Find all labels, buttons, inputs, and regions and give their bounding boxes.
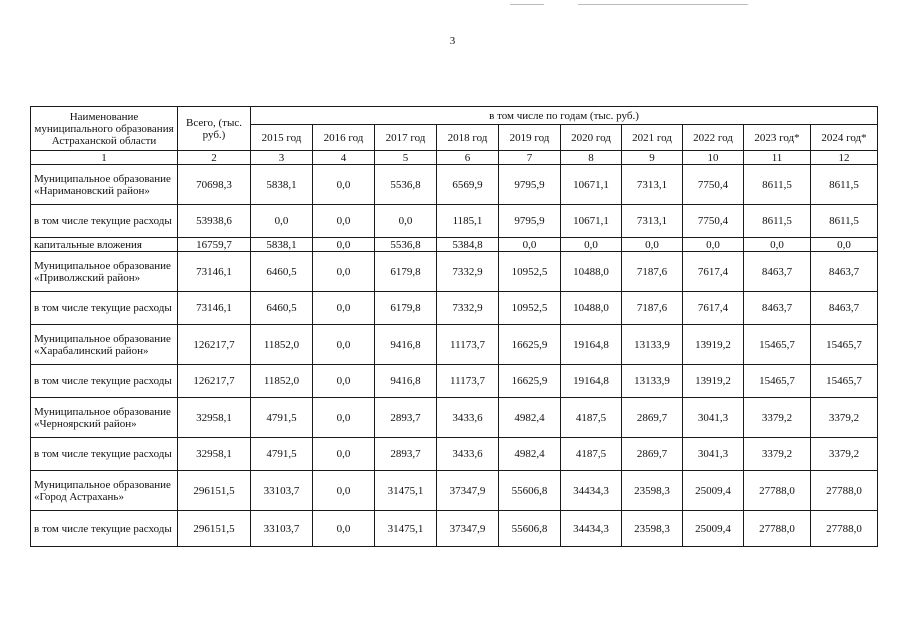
value-cell: 0,0	[313, 292, 375, 325]
value-cell: 16625,9	[499, 365, 561, 398]
value-cell: 13133,9	[622, 365, 683, 398]
column-header-year: 2018 год	[437, 125, 499, 151]
column-header-year: 2021 год	[622, 125, 683, 151]
column-index-cell: 11	[744, 151, 811, 165]
value-cell: 6569,9	[437, 165, 499, 205]
value-cell: 11173,7	[437, 365, 499, 398]
table-row	[31, 511, 878, 547]
row-name-cell: Муниципальное образование «Приволжский район»	[31, 252, 178, 292]
value-cell: 3379,2	[744, 438, 811, 471]
column-index-cell: 4	[313, 151, 375, 165]
value-cell: 0,0	[313, 238, 375, 252]
row-name-cell: в том числе текущие расходы	[31, 511, 178, 547]
value-cell: 4982,4	[499, 438, 561, 471]
value-cell: 31475,1	[375, 471, 437, 511]
value-cell: 2869,7	[622, 438, 683, 471]
value-cell: 0,0	[561, 238, 622, 252]
value-cell: 19164,8	[561, 325, 622, 365]
value-cell: 10488,0	[561, 292, 622, 325]
row-name-cell: Муниципальное образование «Наримановский район»	[31, 165, 178, 205]
value-cell: 8463,7	[811, 252, 878, 292]
value-cell: 11173,7	[437, 325, 499, 365]
value-cell: 15465,7	[811, 325, 878, 365]
row-name-cell: в том числе текущие расходы	[31, 292, 178, 325]
value-cell: 33103,7	[251, 511, 313, 547]
value-cell: 2893,7	[375, 438, 437, 471]
value-cell: 33103,7	[251, 471, 313, 511]
value-cell: 27788,0	[811, 511, 878, 547]
value-cell: 13919,2	[683, 325, 744, 365]
value-cell: 0,0	[313, 252, 375, 292]
table-row	[31, 365, 878, 398]
value-cell: 10952,5	[499, 252, 561, 292]
row-name-cell: в том числе текущие расходы	[31, 365, 178, 398]
table-row	[31, 438, 878, 471]
column-header-year: 2015 год	[251, 125, 313, 151]
column-header-year: 2023 год*	[744, 125, 811, 151]
table-row	[31, 471, 878, 511]
column-header-year: 2022 год	[683, 125, 744, 151]
value-cell: 11852,0	[251, 365, 313, 398]
value-cell: 0,0	[313, 398, 375, 438]
value-cell: 4791,5	[251, 438, 313, 471]
value-cell: 7313,1	[622, 165, 683, 205]
header-rule-right	[578, 4, 748, 5]
value-cell: 5384,8	[437, 238, 499, 252]
value-cell: 0,0	[499, 238, 561, 252]
column-header-year: 2024 год*	[811, 125, 878, 151]
table-row	[31, 252, 878, 292]
value-cell: 3433,6	[437, 398, 499, 438]
value-cell: 53938,6	[178, 205, 251, 238]
table-row	[31, 292, 878, 325]
column-header-year: 2020 год	[561, 125, 622, 151]
column-header-year: 2019 год	[499, 125, 561, 151]
budget-table	[30, 106, 878, 547]
value-cell: 10952,5	[499, 292, 561, 325]
value-cell: 0,0	[375, 205, 437, 238]
value-cell: 34434,3	[561, 471, 622, 511]
value-cell: 8611,5	[811, 205, 878, 238]
value-cell: 0,0	[313, 205, 375, 238]
value-cell: 13919,2	[683, 365, 744, 398]
value-cell: 3433,6	[437, 438, 499, 471]
column-index-cell: 8	[561, 151, 622, 165]
value-cell: 15465,7	[744, 365, 811, 398]
value-cell: 37347,9	[437, 471, 499, 511]
value-cell: 32958,1	[178, 438, 251, 471]
value-cell: 9416,8	[375, 365, 437, 398]
value-cell: 5536,8	[375, 238, 437, 252]
value-cell: 0,0	[313, 471, 375, 511]
table-row	[31, 165, 878, 205]
column-index-cell: 7	[499, 151, 561, 165]
value-cell: 4791,5	[251, 398, 313, 438]
value-cell: 7332,9	[437, 252, 499, 292]
column-index-row	[31, 151, 878, 165]
value-cell: 6179,8	[375, 252, 437, 292]
value-cell: 8611,5	[744, 205, 811, 238]
value-cell: 73146,1	[178, 252, 251, 292]
value-cell: 10671,1	[561, 205, 622, 238]
column-group-years: в том числе по годам (тыс. руб.)	[251, 107, 878, 125]
row-name-cell: в том числе текущие расходы	[31, 205, 178, 238]
value-cell: 3041,3	[683, 398, 744, 438]
value-cell: 25009,4	[683, 471, 744, 511]
value-cell: 3379,2	[744, 398, 811, 438]
value-cell: 2869,7	[622, 398, 683, 438]
value-cell: 7187,6	[622, 252, 683, 292]
column-header-year: 2016 год	[313, 125, 375, 151]
value-cell: 16625,9	[499, 325, 561, 365]
value-cell: 7750,4	[683, 165, 744, 205]
value-cell: 0,0	[313, 438, 375, 471]
value-cell: 8463,7	[744, 292, 811, 325]
value-cell: 27788,0	[811, 471, 878, 511]
value-cell: 3379,2	[811, 438, 878, 471]
value-cell: 0,0	[313, 165, 375, 205]
value-cell: 32958,1	[178, 398, 251, 438]
value-cell: 19164,8	[561, 365, 622, 398]
value-cell: 8463,7	[744, 252, 811, 292]
value-cell: 70698,3	[178, 165, 251, 205]
value-cell: 0,0	[313, 511, 375, 547]
column-index-cell: 10	[683, 151, 744, 165]
value-cell: 7313,1	[622, 205, 683, 238]
value-cell: 0,0	[683, 238, 744, 252]
row-name-cell: Муниципальное образование «Харабалинский район»	[31, 325, 178, 365]
value-cell: 0,0	[811, 238, 878, 252]
value-cell: 5838,1	[251, 238, 313, 252]
value-cell: 6460,5	[251, 292, 313, 325]
value-cell: 5536,8	[375, 165, 437, 205]
value-cell: 25009,4	[683, 511, 744, 547]
value-cell: 6460,5	[251, 252, 313, 292]
table-row	[31, 398, 878, 438]
table-row	[31, 205, 878, 238]
value-cell: 4187,5	[561, 398, 622, 438]
value-cell: 3041,3	[683, 438, 744, 471]
table-row	[31, 238, 878, 252]
value-cell: 2893,7	[375, 398, 437, 438]
value-cell: 126217,7	[178, 325, 251, 365]
row-name-cell: капитальные вложения	[31, 238, 178, 252]
value-cell: 296151,5	[178, 511, 251, 547]
value-cell: 15465,7	[744, 325, 811, 365]
value-cell: 7750,4	[683, 205, 744, 238]
value-cell: 4982,4	[499, 398, 561, 438]
value-cell: 16759,7	[178, 238, 251, 252]
value-cell: 4187,5	[561, 438, 622, 471]
column-header-total: Всего, (тыс. руб.)	[178, 107, 251, 151]
column-header-name: Наименование муниципального образования Астраханской области	[31, 107, 178, 151]
row-name-cell: Муниципальное образование «Черноярский район»	[31, 398, 178, 438]
column-header-year: 2017 год	[375, 125, 437, 151]
value-cell: 11852,0	[251, 325, 313, 365]
value-cell: 7617,4	[683, 252, 744, 292]
column-index-cell: 9	[622, 151, 683, 165]
value-cell: 6179,8	[375, 292, 437, 325]
value-cell: 37347,9	[437, 511, 499, 547]
value-cell: 34434,3	[561, 511, 622, 547]
value-cell: 0,0	[251, 205, 313, 238]
value-cell: 23598,3	[622, 511, 683, 547]
value-cell: 55606,8	[499, 471, 561, 511]
table-row	[31, 325, 878, 365]
value-cell: 7332,9	[437, 292, 499, 325]
value-cell: 5838,1	[251, 165, 313, 205]
value-cell: 9795,9	[499, 165, 561, 205]
value-cell: 73146,1	[178, 292, 251, 325]
column-index-cell: 5	[375, 151, 437, 165]
row-name-cell: Муниципальное образование «Город Астрахань»	[31, 471, 178, 511]
value-cell: 8463,7	[811, 292, 878, 325]
value-cell: 13133,9	[622, 325, 683, 365]
value-cell: 1185,1	[437, 205, 499, 238]
value-cell: 3379,2	[811, 398, 878, 438]
value-cell: 9416,8	[375, 325, 437, 365]
value-cell: 126217,7	[178, 365, 251, 398]
column-index-cell: 2	[178, 151, 251, 165]
value-cell: 27788,0	[744, 511, 811, 547]
value-cell: 8611,5	[744, 165, 811, 205]
column-index-cell: 6	[437, 151, 499, 165]
value-cell: 0,0	[744, 238, 811, 252]
column-index-cell: 3	[251, 151, 313, 165]
value-cell: 8611,5	[811, 165, 878, 205]
value-cell: 55606,8	[499, 511, 561, 547]
value-cell: 9795,9	[499, 205, 561, 238]
value-cell: 10671,1	[561, 165, 622, 205]
value-cell: 10488,0	[561, 252, 622, 292]
page-number: 3	[449, 35, 456, 47]
value-cell: 7617,4	[683, 292, 744, 325]
value-cell: 0,0	[313, 365, 375, 398]
column-index-cell: 12	[811, 151, 878, 165]
column-index-cell: 1	[31, 151, 178, 165]
header-rule-left	[510, 4, 544, 5]
value-cell: 0,0	[313, 325, 375, 365]
value-cell: 15465,7	[811, 365, 878, 398]
value-cell: 27788,0	[744, 471, 811, 511]
value-cell: 23598,3	[622, 471, 683, 511]
value-cell: 31475,1	[375, 511, 437, 547]
value-cell: 0,0	[622, 238, 683, 252]
value-cell: 296151,5	[178, 471, 251, 511]
value-cell: 7187,6	[622, 292, 683, 325]
row-name-cell: в том числе текущие расходы	[31, 438, 178, 471]
